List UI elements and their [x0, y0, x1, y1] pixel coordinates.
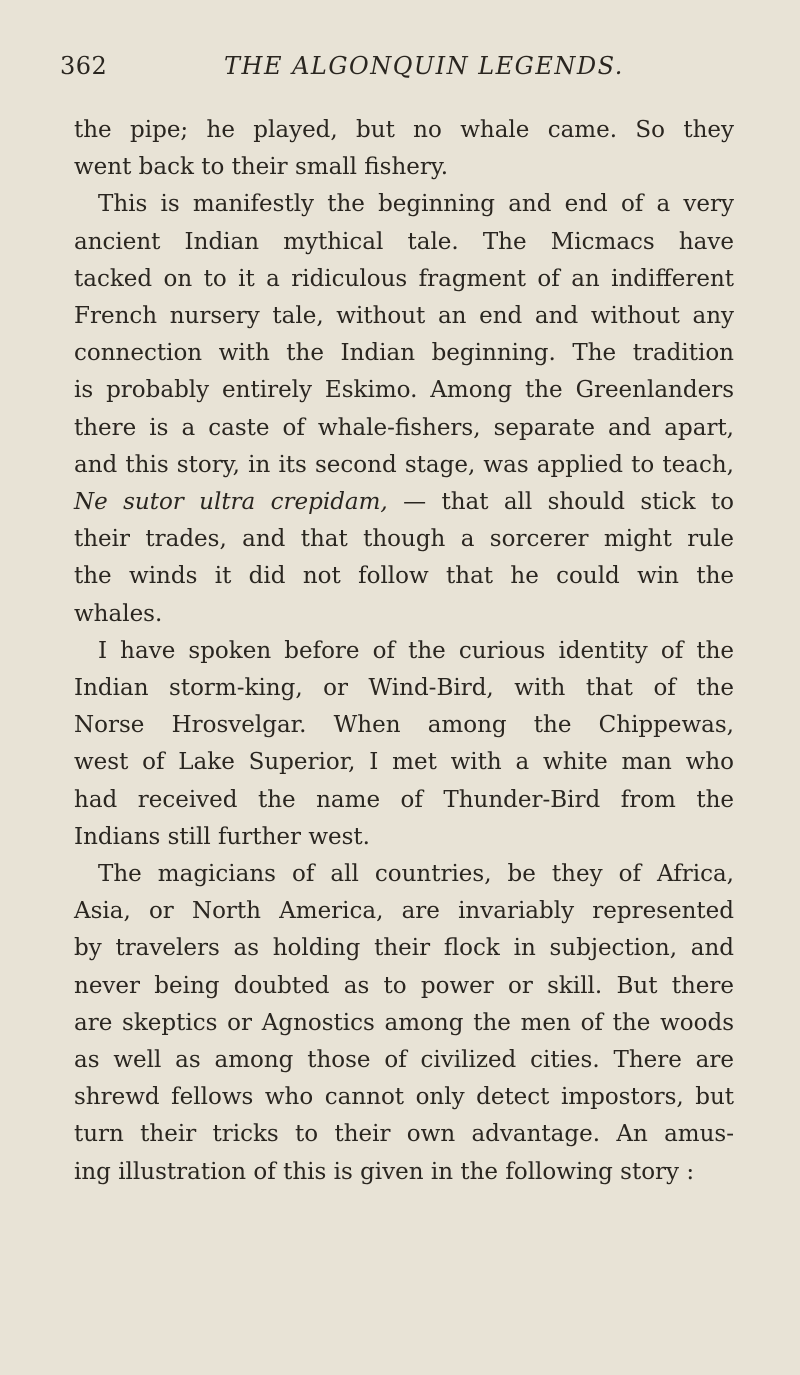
text-line: is probably entirely Eskimo. Among the Greenlanders: [74, 377, 734, 404]
text-line: the winds it did not follow that he could win the: [74, 563, 734, 590]
text-line: never being doubted as to power or skill. But there: [74, 972, 734, 999]
text-line: French nursery tale, without an end and without any: [74, 303, 734, 330]
text-line: are skeptics or Agnostics among the men of the woods: [74, 1009, 734, 1036]
text-line: Indian storm-king, or Wind-Bird, with that of the: [74, 675, 734, 702]
text-line: ing illustration of this is given in the following story :: [74, 1158, 695, 1185]
body-text: [74, 112, 734, 1191]
text-line: the pipe; he played, but no whale came. So they: [74, 117, 734, 143]
text-line: shrewd fellows who cannot only detect impostors, but: [74, 1084, 734, 1111]
latin-phrase: Ne sutor ultra crepidam,: [74, 489, 388, 516]
text-line: The magicians of all countries, be they of Africa,: [98, 861, 734, 888]
text-line: and this story, in its second stage, was applied to teach,: [74, 451, 734, 478]
text-line: whales.: [74, 600, 163, 627]
text-line: went back to their small fishery.: [74, 154, 449, 181]
page-number: 362: [60, 52, 108, 80]
text-line: Norse Hrosvelgar. When among the Chippewas,: [74, 712, 734, 739]
text-line: ancient Indian mythical tale. The Micmacs have: [74, 228, 734, 255]
text-line: This is manifestly the beginning and end of a very: [98, 191, 734, 218]
text-fragment: — that all should stick to: [387, 489, 734, 516]
text-line: Asia, or North America, are invariably represented: [74, 898, 734, 925]
text-line: I have spoken before of the curious identity of the: [98, 637, 734, 664]
running-title: THE ALGONQUIN LEGENDS.: [224, 52, 624, 80]
running-head: [60, 52, 740, 92]
text-line: turn their tricks to their own advantage. An amus-: [74, 1121, 734, 1148]
text-line: connection with the Indian beginning. The tradition: [74, 340, 734, 367]
text-line: tacked on to it a ridiculous fragment of an indifferent: [74, 265, 734, 292]
text-line: by travelers as holding their flock in subjection, and: [74, 935, 734, 962]
text-line: there is a caste of whale-fishers, separate and apart,: [74, 414, 734, 441]
text-line: had received the name of Thunder-Bird from the: [74, 786, 734, 813]
text-line-latin: [74, 484, 734, 521]
text-line: their trades, and that though a sorcerer might rule: [74, 526, 734, 553]
text-line: Indians still further west.: [74, 823, 370, 850]
text-line: as well as among those of civilized cities. There are: [74, 1047, 734, 1074]
text-line: west of Lake Superior, I met with a white man who: [74, 749, 734, 776]
